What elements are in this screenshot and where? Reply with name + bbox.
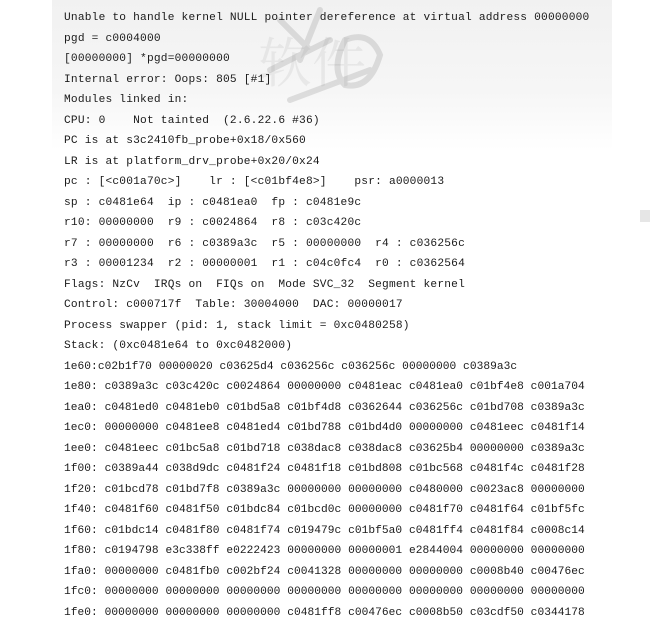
stack-dump-line: 1f60: c01bdc14 c0481f80 c0481f74 c019479c c01bf5a0 c0481ff4 c0481f84 c0008c14 bbox=[64, 521, 644, 542]
stack-dump-line: 1fa0: 00000000 c0481fb0 c002bf24 c0041328 00000000 00000000 c0008b40 c00476ec bbox=[64, 562, 644, 583]
log-line-null-deref: Unable to handle kernel NULL pointer dereference at virtual address 00000000 bbox=[64, 8, 644, 29]
stack-dump-line: 1ea0: c0481ed0 c0481eb0 c01bd5a8 c01bf4d8 c0362644 c036256c c01bd708 c0389a3c bbox=[64, 398, 644, 419]
stack-dump-line: 1f40: c0481f60 c0481f50 c01bdc84 c01bcd0c 00000000 c0481f70 c0481f64 c01bf5fc bbox=[64, 500, 644, 521]
log-line-registers-pc-lr-psr: pc : [<c001a70c>] lr : [<c01bf4e8>] psr: a0000013 bbox=[64, 172, 644, 193]
log-line-registers-r7: r7 : 00000000 r6 : c0389a3c r5 : 00000000 r4 : c036256c bbox=[64, 234, 644, 255]
log-line-registers-r3: r3 : 00001234 r2 : 00000001 r1 : c04c0fc4 r0 : c0362564 bbox=[64, 254, 644, 275]
log-line-flags: Flags: NzCv IRQs on FIQs on Mode SVC_32 Segment kernel bbox=[64, 275, 644, 296]
stack-dump-line: 1ec0: 00000000 c0481ee8 c0481ed4 c01bd788 c01bd4d0 00000000 c0481eec c0481f14 bbox=[64, 418, 644, 439]
log-line-pgd-entry: [00000000] *pgd=00000000 bbox=[64, 49, 644, 70]
stack-dump-line: 1ee0: c0481eec c01bc5a8 c01bd718 c038dac8 c038dac8 c03625b4 00000000 c0389a3c bbox=[64, 439, 644, 460]
log-line-pgd: pgd = c0004000 bbox=[64, 29, 644, 50]
stack-dump-line: 1fc0: 00000000 00000000 00000000 00000000 00000000 00000000 00000000 00000000 bbox=[64, 582, 644, 603]
log-line-modules: Modules linked in: bbox=[64, 90, 644, 111]
stack-dump-line: 1f20: c01bcd78 c01bd7f8 c0389a3c 00000000 00000000 c0480000 c0023ac8 00000000 bbox=[64, 480, 644, 501]
log-line-lr: LR is at platform_drv_probe+0x20/0x24 bbox=[64, 152, 644, 173]
stack-dump-line: 1fe0: 00000000 00000000 00000000 c0481ff8 c00476ec c0008b50 c03cdf50 c0344178 bbox=[64, 603, 644, 623]
stack-dump-line: 1f80: c0194798 e3c338ff e0222423 00000000 00000001 e2844004 00000000 00000000 bbox=[64, 541, 644, 562]
kernel-oops-log bbox=[64, 8, 644, 623]
log-line-pc: PC is at s3c2410fb_probe+0x18/0x560 bbox=[64, 131, 644, 152]
stack-dump-line: 1f00: c0389a44 c038d9dc c0481f24 c0481f18 c01bd808 c01bc568 c0481f4c c0481f28 bbox=[64, 459, 644, 480]
stack-dump-line: 1e80: c0389a3c c03c420c c0024864 00000000 c0481eac c0481ea0 c01bf4e8 c001a704 bbox=[64, 377, 644, 398]
log-line-process: Process swapper (pid: 1, stack limit = 0xc0480258) bbox=[64, 316, 644, 337]
log-line-cpu: CPU: 0 Not tainted (2.6.22.6 #36) bbox=[64, 111, 644, 132]
log-line-registers-sp: sp : c0481e64 ip : c0481ea0 fp : c0481e9c bbox=[64, 193, 644, 214]
log-line-internal-error: Internal error: Oops: 805 [#1] bbox=[64, 70, 644, 91]
log-line-registers-r10: r10: 00000000 r9 : c0024864 r8 : c03c420c bbox=[64, 213, 644, 234]
log-line-stack-range: Stack: (0xc0481e64 to 0xc0482000) bbox=[64, 336, 644, 357]
log-line-control: Control: c000717f Table: 30004000 DAC: 00000017 bbox=[64, 295, 644, 316]
stack-dump-line: 1e60:c02b1f70 00000020 c03625d4 c036256c c036256c 00000000 c0389a3c bbox=[64, 357, 644, 378]
